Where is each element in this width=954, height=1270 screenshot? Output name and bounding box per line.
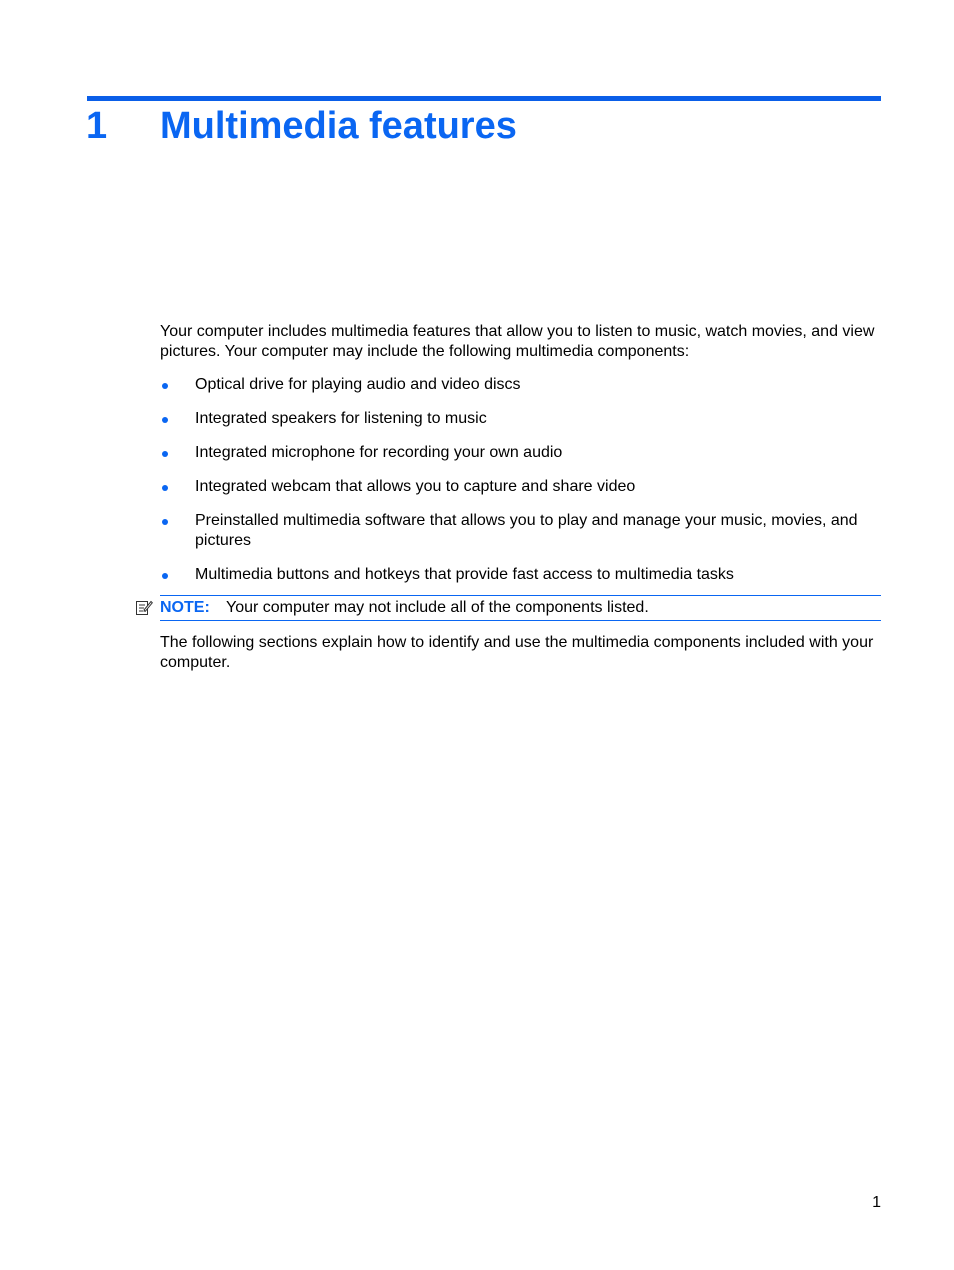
chapter-top-rule (87, 96, 881, 101)
chapter-title: Multimedia features (160, 105, 517, 147)
closing-paragraph: The following sections explain how to identify and use the multimedia components included with your computer. (160, 634, 874, 671)
component-list (160, 375, 882, 599)
list-item (160, 565, 882, 585)
list-item (160, 477, 882, 497)
bullet-icon (162, 417, 168, 423)
note-pencil-icon (135, 598, 153, 616)
list-item-text: Optical drive for playing audio and video discs (195, 376, 521, 393)
chapter-number: 1 (86, 105, 108, 147)
list-item-text: Preinstalled multimedia software that allows you to play and manage your music, movies, and pictures (195, 512, 858, 549)
page-number: 1 (872, 1194, 881, 1211)
list-item (160, 443, 882, 463)
list-item (160, 511, 882, 550)
bullet-icon (162, 451, 168, 457)
list-item-text: Integrated microphone for recording your own audio (195, 444, 563, 461)
list-item-text: Integrated webcam that allows you to capture and share video (195, 478, 636, 495)
note-text: Your computer may not include all of the components listed. (226, 599, 649, 616)
bullet-icon (162, 573, 168, 579)
bullet-icon (162, 383, 168, 389)
bullet-icon (162, 485, 168, 491)
note-label: NOTE: (160, 599, 210, 616)
bullet-icon (162, 519, 168, 525)
note-box (160, 595, 881, 621)
list-item (160, 375, 882, 395)
list-item-text: Integrated speakers for listening to music (195, 410, 487, 427)
list-item-text: Multimedia buttons and hotkeys that provide fast access to multimedia tasks (195, 565, 734, 583)
list-item (160, 409, 882, 429)
intro-paragraph: Your computer includes multimedia features that allow you to listen to music, watch movies, and view pictures. Your computer may include the following multimedia components: (160, 323, 875, 360)
